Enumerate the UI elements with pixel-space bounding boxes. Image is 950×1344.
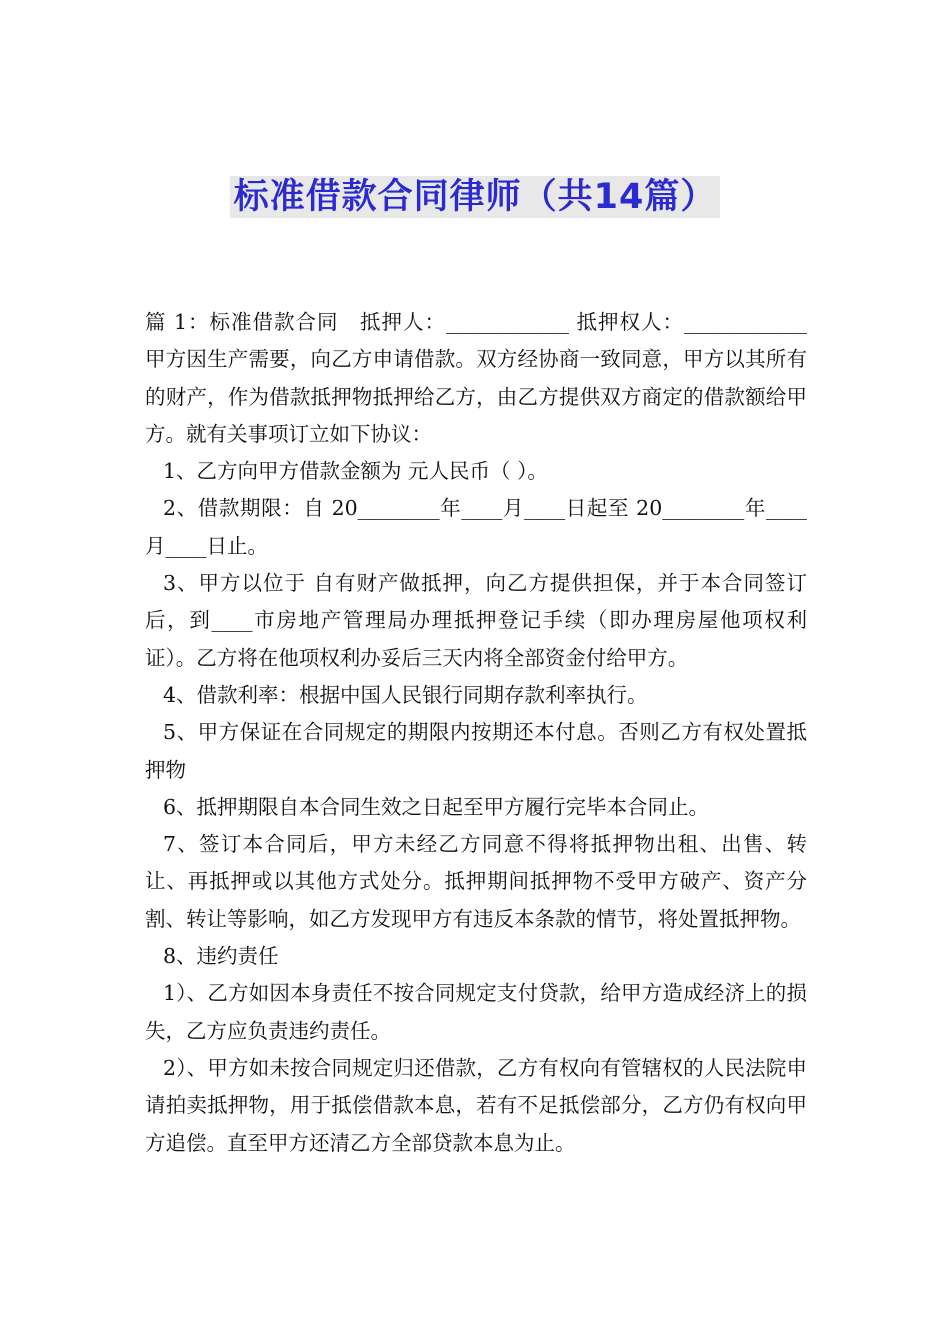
document-body — [145, 304, 807, 1162]
clause-4: 4、借款利率：根据中国人民银行同期存款利率执行。 — [163, 682, 648, 707]
clause-1: 1、乙方向甲方借款金额为 元人民币（ ）。 — [163, 459, 548, 484]
clause-6: 6、抵押期限自本合同生效之日起至甲方履行完毕本合同止。 — [163, 794, 710, 819]
clause-8-item-1: 1）、乙方如因本身责任不按合同规定支付贷款，给甲方造成经济上的损失，乙方应负责违约责任。 — [145, 981, 807, 1043]
clause-8-heading: 8、违约责任 — [163, 944, 279, 969]
clause-2: 2、借款期限：自 20________年____月____日起至 20________年____月____日止。 — [145, 496, 807, 558]
clause-8-item-2: 2）、甲方如未按合同规定归还借款，乙方有权向有管辖权的人民法院申请拍卖抵押物，用于抵偿借款本息，若有不足抵偿部分，乙方仍有权向甲方追偿。直至甲方还清乙方全部贷款本息为止。 — [145, 1055, 807, 1155]
clause-3: 3、甲方以位于 自有财产做抵押，向乙方提供担保，并于本合同签订后，到____市房地产管理局办理抵押登记手续（即办理房屋他项权利证）。乙方将在他项权利办妥后三天内将全部资金付给甲方。 — [145, 571, 807, 670]
clause-5: 5、甲方保证在合同规定的期限内按期还本付息。否则乙方有权处置抵押物 — [145, 720, 807, 782]
intro-paragraph: 篇 1：标准借款合同 抵押人：____________ 抵押权人：____________ 甲方因生产需要，向乙方申请借款。双方经协商一致同意，甲方以其所有的财产，作为借款抵押物抵押给乙方，由乙方提供双方商定的借款额给甲方。就有关事项订立如下协议： — [145, 310, 807, 446]
clause-7: 7、签订本合同后，甲方未经乙方同意不得将抵押物出租、出售、转让、再抵押或以其他方式处分。抵押期间抵押物不受甲方破产、资产分割、转让等影响，如乙方发现甲方有违反本条款的情节，将处置抵押物。 — [145, 832, 807, 931]
title-container — [0, 176, 950, 218]
document-title: 标准借款合同律师（共14篇） — [230, 176, 721, 218]
